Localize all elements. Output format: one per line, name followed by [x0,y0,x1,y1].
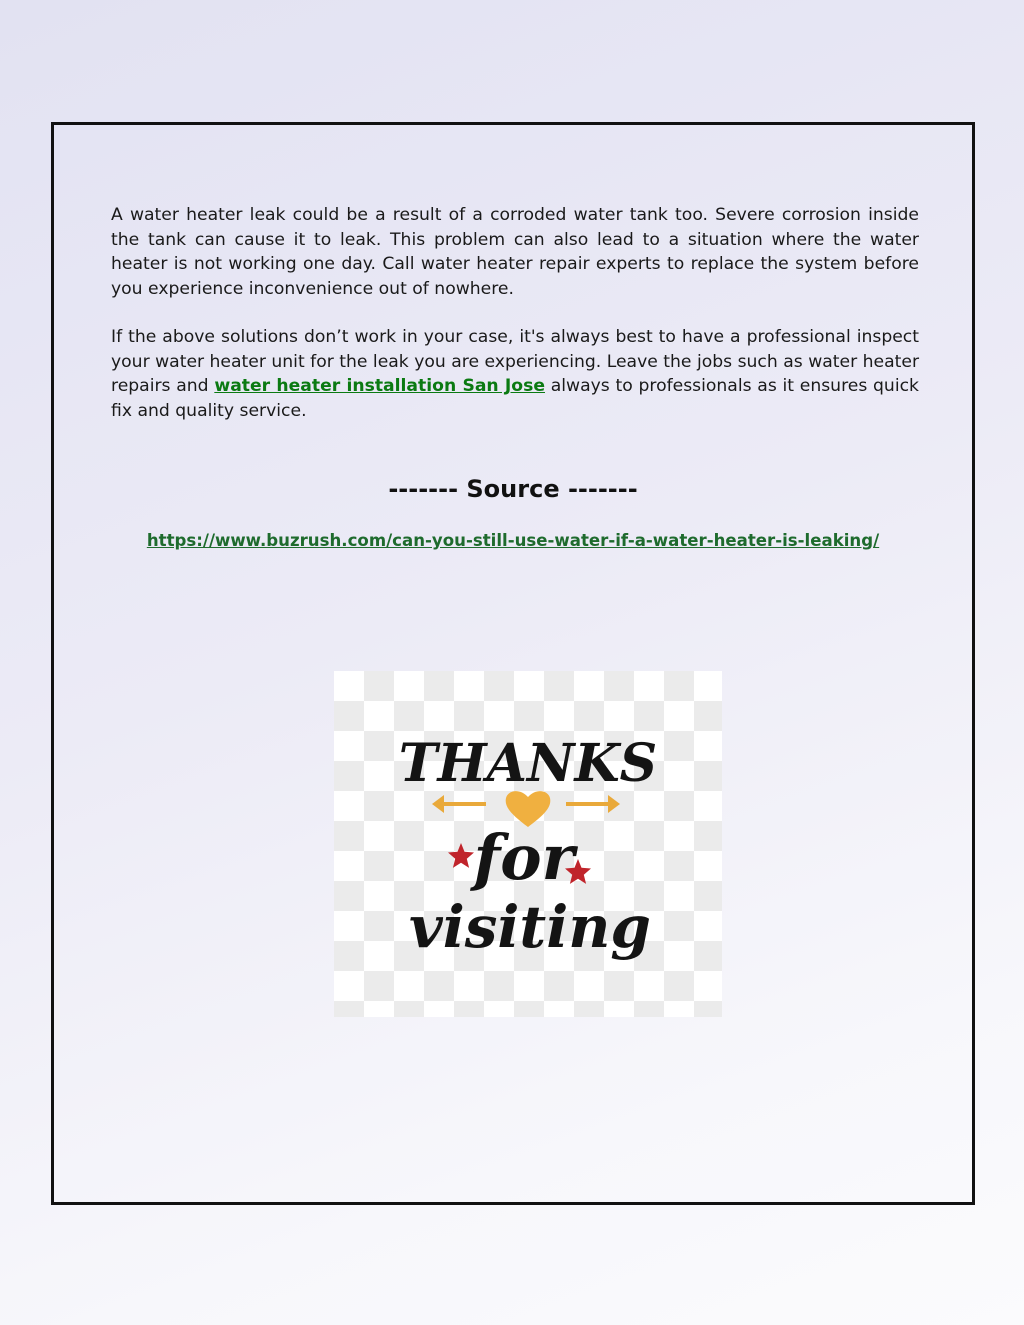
page-frame [51,122,975,1205]
paragraph-professional-text-1: If the above solutions don’t work in your case, it's always best to have a professional inspect your water heater unit for the leak you are experiencing. Leave the jobs such as water heater repairs and [111,327,920,397]
star-icon [448,843,474,868]
paragraph-corrosion: A water heater leak could be a result of a corroded water tank too. Severe corrosion inside the tank can cause it to leak. This problem can also lead to a situation where the water heater is not working one day. Call water heater repair experts to replace the system before you experience inconvenience out of nowhere. [111,205,919,299]
source-url-link[interactable]: https://www.buzrush.com/can-you-still-use-water-if-a-water-heater-is-leaking/ [146,531,880,550]
source-heading: ------- Source ------- [388,475,638,503]
thanks-graphic [334,671,722,1017]
thanks-text: THANKS [398,733,658,794]
right-arrow-icon [566,795,620,813]
paragraph-professional-text-2: always to professionals as it ensures quick fix and quality service. [111,376,920,421]
for-text: for [473,821,575,894]
left-arrow-icon [432,795,486,813]
visiting-text: visiting [409,893,651,961]
paragraph-professional [111,325,919,423]
water-heater-installation-link[interactable]: water heater installation San Jose [214,376,545,397]
thanks-for-visiting-image [334,671,722,1017]
